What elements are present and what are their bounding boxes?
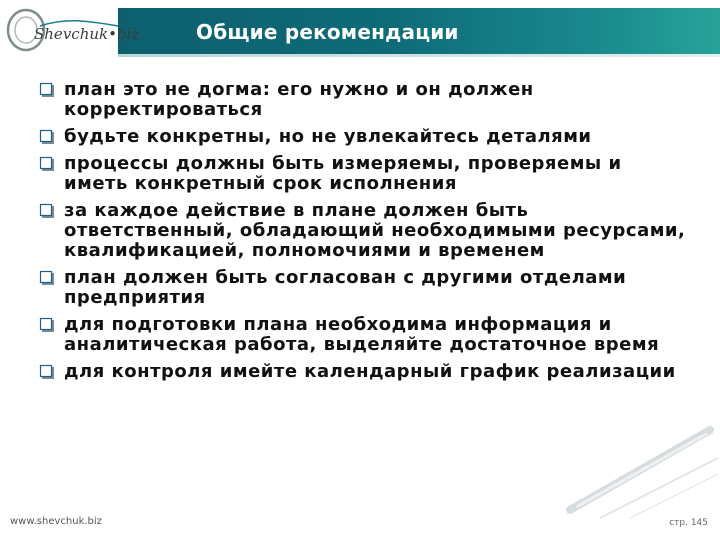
- list-item-text: план это не догма: его нужно и он должен корректироваться: [64, 79, 534, 120]
- list-item-text: для подготовки плана необходима информация и аналитическая работа, выделяйте достаточное время: [64, 314, 660, 355]
- list-item-text: для контроля имейте календарный график реализации: [64, 361, 676, 382]
- checkbox-bullet-icon: [40, 204, 54, 218]
- logo: [4, 4, 140, 56]
- checkbox-bullet-icon: [40, 365, 54, 379]
- list-item: [40, 362, 690, 382]
- list-item: [40, 80, 690, 120]
- list-item: [40, 268, 690, 308]
- recommendations-list: [40, 80, 690, 389]
- list-item-text: план должен быть согласован с другими отделами предприятия: [64, 267, 627, 308]
- list-item: [40, 127, 690, 147]
- list-item-text: процессы должны быть измеряемы, проверяемы и иметь конкретный срок исполнения: [64, 153, 622, 194]
- list-item-text: за каждое действие в плане должен быть ответственный, обладающий необходимыми ресурсами, квалификацией, полномочиями и временем: [64, 200, 686, 261]
- checkbox-bullet-icon: [40, 157, 54, 171]
- checkbox-bullet-icon: [40, 271, 54, 285]
- logo-text: Shevchuk•biz: [34, 25, 140, 43]
- page-number: стр. 145: [669, 518, 708, 528]
- footer-url: www.shevchuk.biz: [10, 516, 102, 527]
- list-item-text: будьте конкретны, но не увлекайтесь деталями: [64, 126, 592, 147]
- checkbox-bullet-icon: [40, 130, 54, 144]
- pen-icon: [560, 410, 720, 520]
- list-item: [40, 315, 690, 355]
- header-stripe: [118, 54, 720, 57]
- page-title: Общие рекомендации: [196, 20, 459, 44]
- checkbox-bullet-icon: [40, 318, 54, 332]
- list-item: [40, 201, 690, 261]
- list-item: [40, 154, 690, 194]
- checkbox-bullet-icon: [40, 83, 54, 97]
